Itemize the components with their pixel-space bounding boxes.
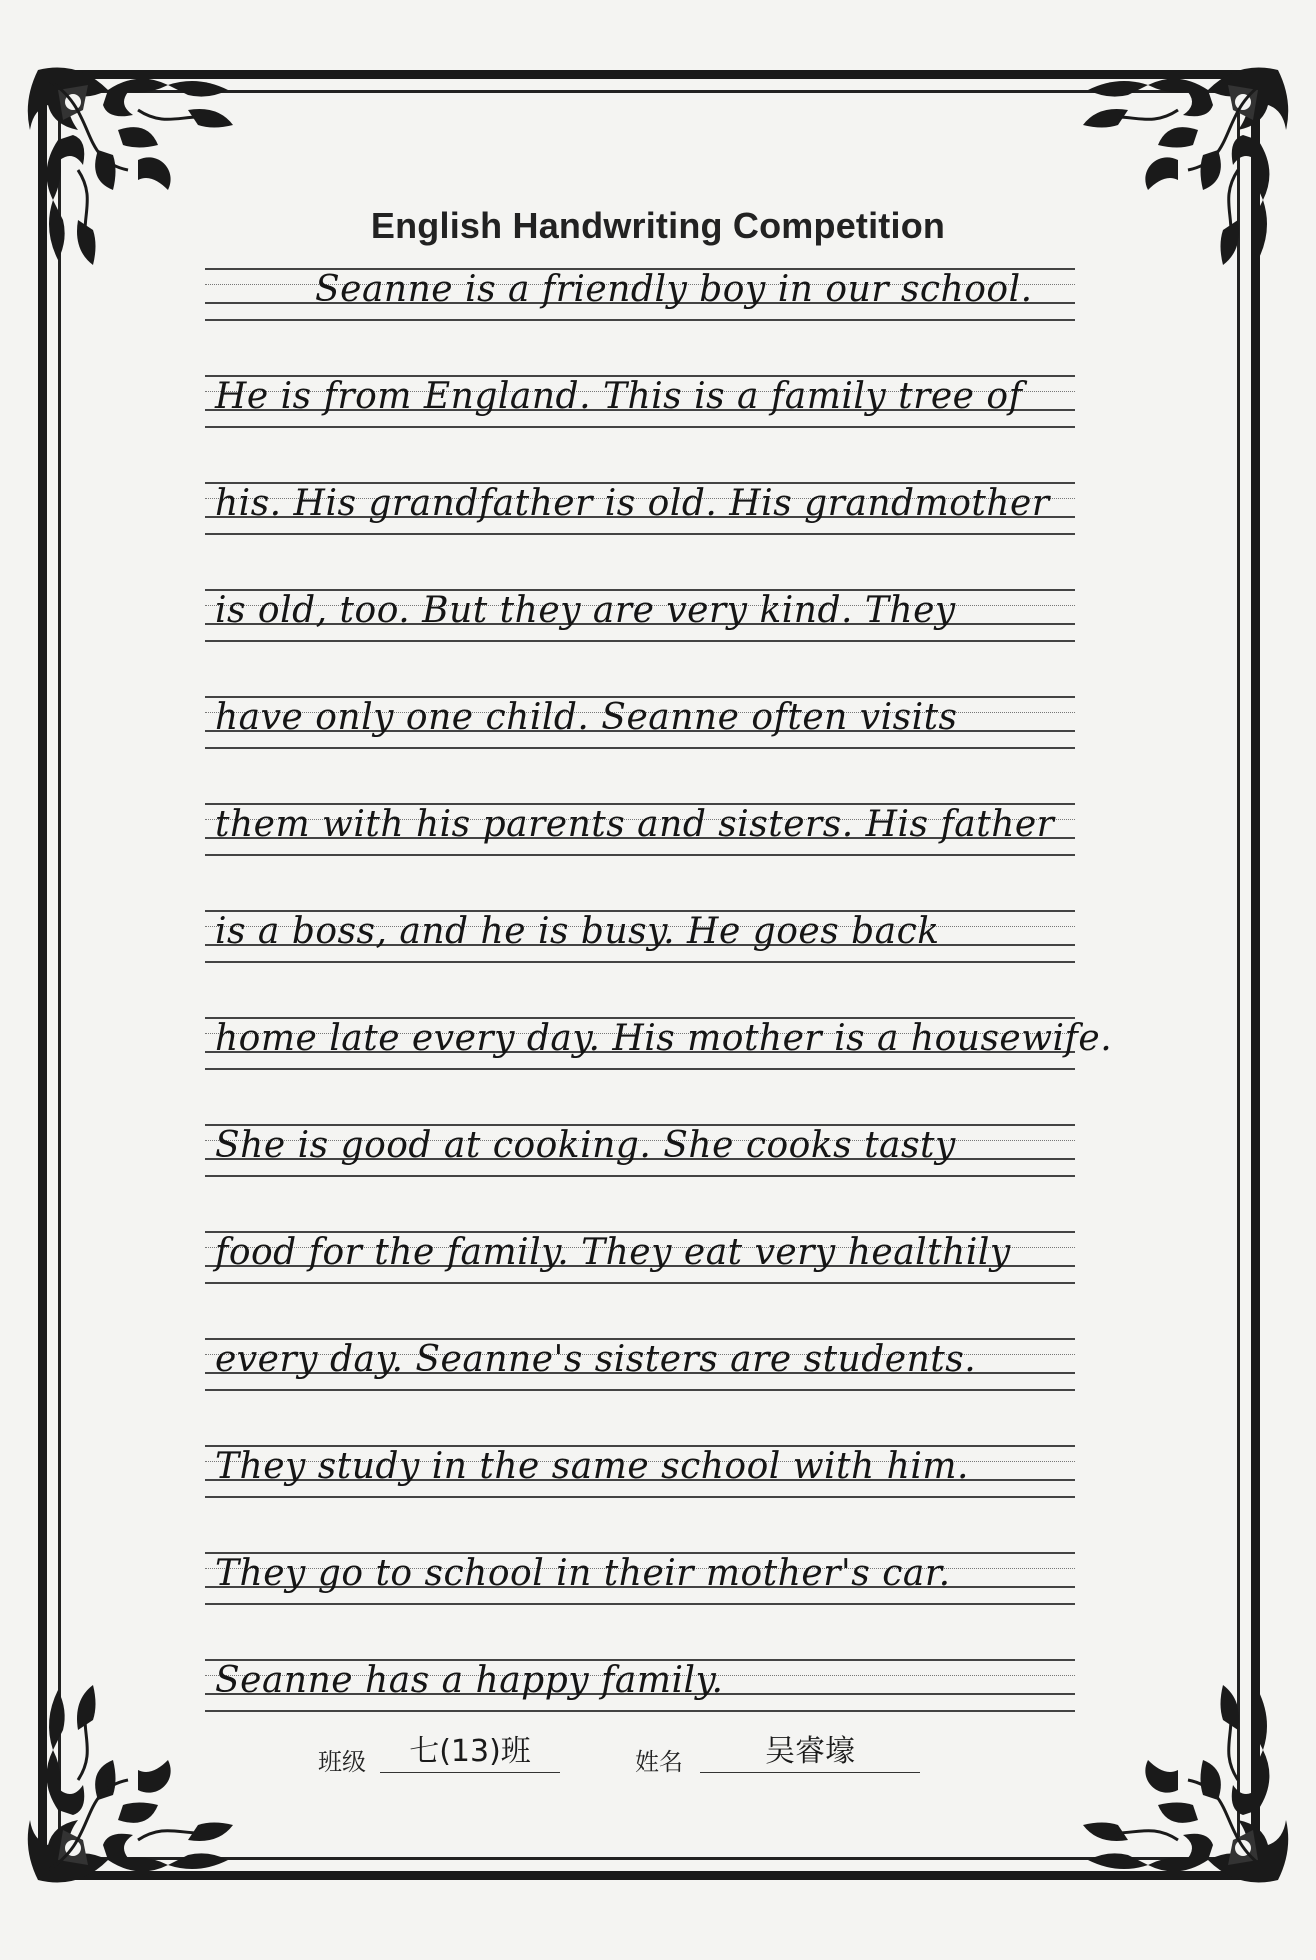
handwritten-line: Seanne has a happy family. bbox=[215, 1660, 724, 1701]
handwritten-line: They go to school in their mother's car. bbox=[215, 1553, 951, 1594]
ruled-writing-area bbox=[205, 262, 1113, 1760]
guide-line bbox=[205, 1496, 1075, 1498]
writing-line bbox=[205, 1118, 1075, 1225]
writing-line bbox=[205, 1439, 1075, 1546]
ornament-corner-top-left bbox=[18, 50, 258, 290]
guide-line bbox=[205, 747, 1075, 749]
writing-line bbox=[205, 797, 1075, 904]
handwritten-line: Seanne is a friendly boy in our school. bbox=[315, 269, 1033, 310]
guide-line bbox=[205, 1603, 1075, 1605]
handwritten-line: food for the family. They eat very healthily bbox=[215, 1232, 1011, 1273]
name-label: 姓名 bbox=[635, 1748, 683, 1776]
writing-line bbox=[205, 369, 1075, 476]
guide-line bbox=[205, 1710, 1075, 1712]
guide-line bbox=[205, 426, 1075, 428]
guide-line bbox=[205, 1068, 1075, 1070]
writing-line bbox=[205, 690, 1075, 797]
guide-line bbox=[205, 1389, 1075, 1391]
guide-line bbox=[205, 1175, 1075, 1177]
writing-line bbox=[205, 262, 1075, 369]
guide-line bbox=[205, 640, 1075, 642]
handwritten-line: is a boss, and he is busy. He goes back bbox=[215, 911, 940, 952]
handwritten-line: have only one child. Seanne often visits bbox=[215, 697, 958, 738]
writing-line bbox=[205, 476, 1075, 583]
handwritten-line: home late every day. His mother is a housewife. bbox=[215, 1018, 1113, 1059]
guide-line bbox=[205, 533, 1075, 535]
page-title: English Handwriting Competition bbox=[370, 205, 946, 246]
writing-line bbox=[205, 1332, 1075, 1439]
class-field: 七(13)班 bbox=[380, 1732, 560, 1773]
handwritten-line: them with his parents and sisters. His father bbox=[215, 804, 1055, 845]
handwritten-line: every day. Seanne's sisters are students. bbox=[215, 1339, 977, 1380]
guide-line bbox=[205, 961, 1075, 963]
writing-line bbox=[205, 904, 1075, 1011]
handwritten-line: She is good at cooking. She cooks tasty bbox=[215, 1125, 956, 1166]
writing-line bbox=[205, 583, 1075, 690]
name-field: 吴睿壕 bbox=[700, 1732, 920, 1773]
writing-line bbox=[205, 1011, 1113, 1118]
guide-line bbox=[205, 1282, 1075, 1284]
writing-line bbox=[205, 1225, 1075, 1332]
writing-line bbox=[205, 1546, 1075, 1653]
student-info-footer bbox=[0, 1732, 1316, 1792]
class-label: 班级 bbox=[318, 1748, 366, 1776]
guide-line bbox=[205, 854, 1075, 856]
handwritten-line: is old, too. But they are very kind. They bbox=[215, 590, 956, 631]
guide-line bbox=[205, 319, 1075, 321]
ornament-corner-top-right bbox=[1058, 50, 1298, 290]
handwritten-line: his. His grandfather is old. His grandmother bbox=[215, 483, 1050, 524]
handwritten-line: They study in the same school with him. bbox=[215, 1446, 969, 1487]
handwritten-line: He is from England. This is a family tree of bbox=[215, 376, 1023, 417]
